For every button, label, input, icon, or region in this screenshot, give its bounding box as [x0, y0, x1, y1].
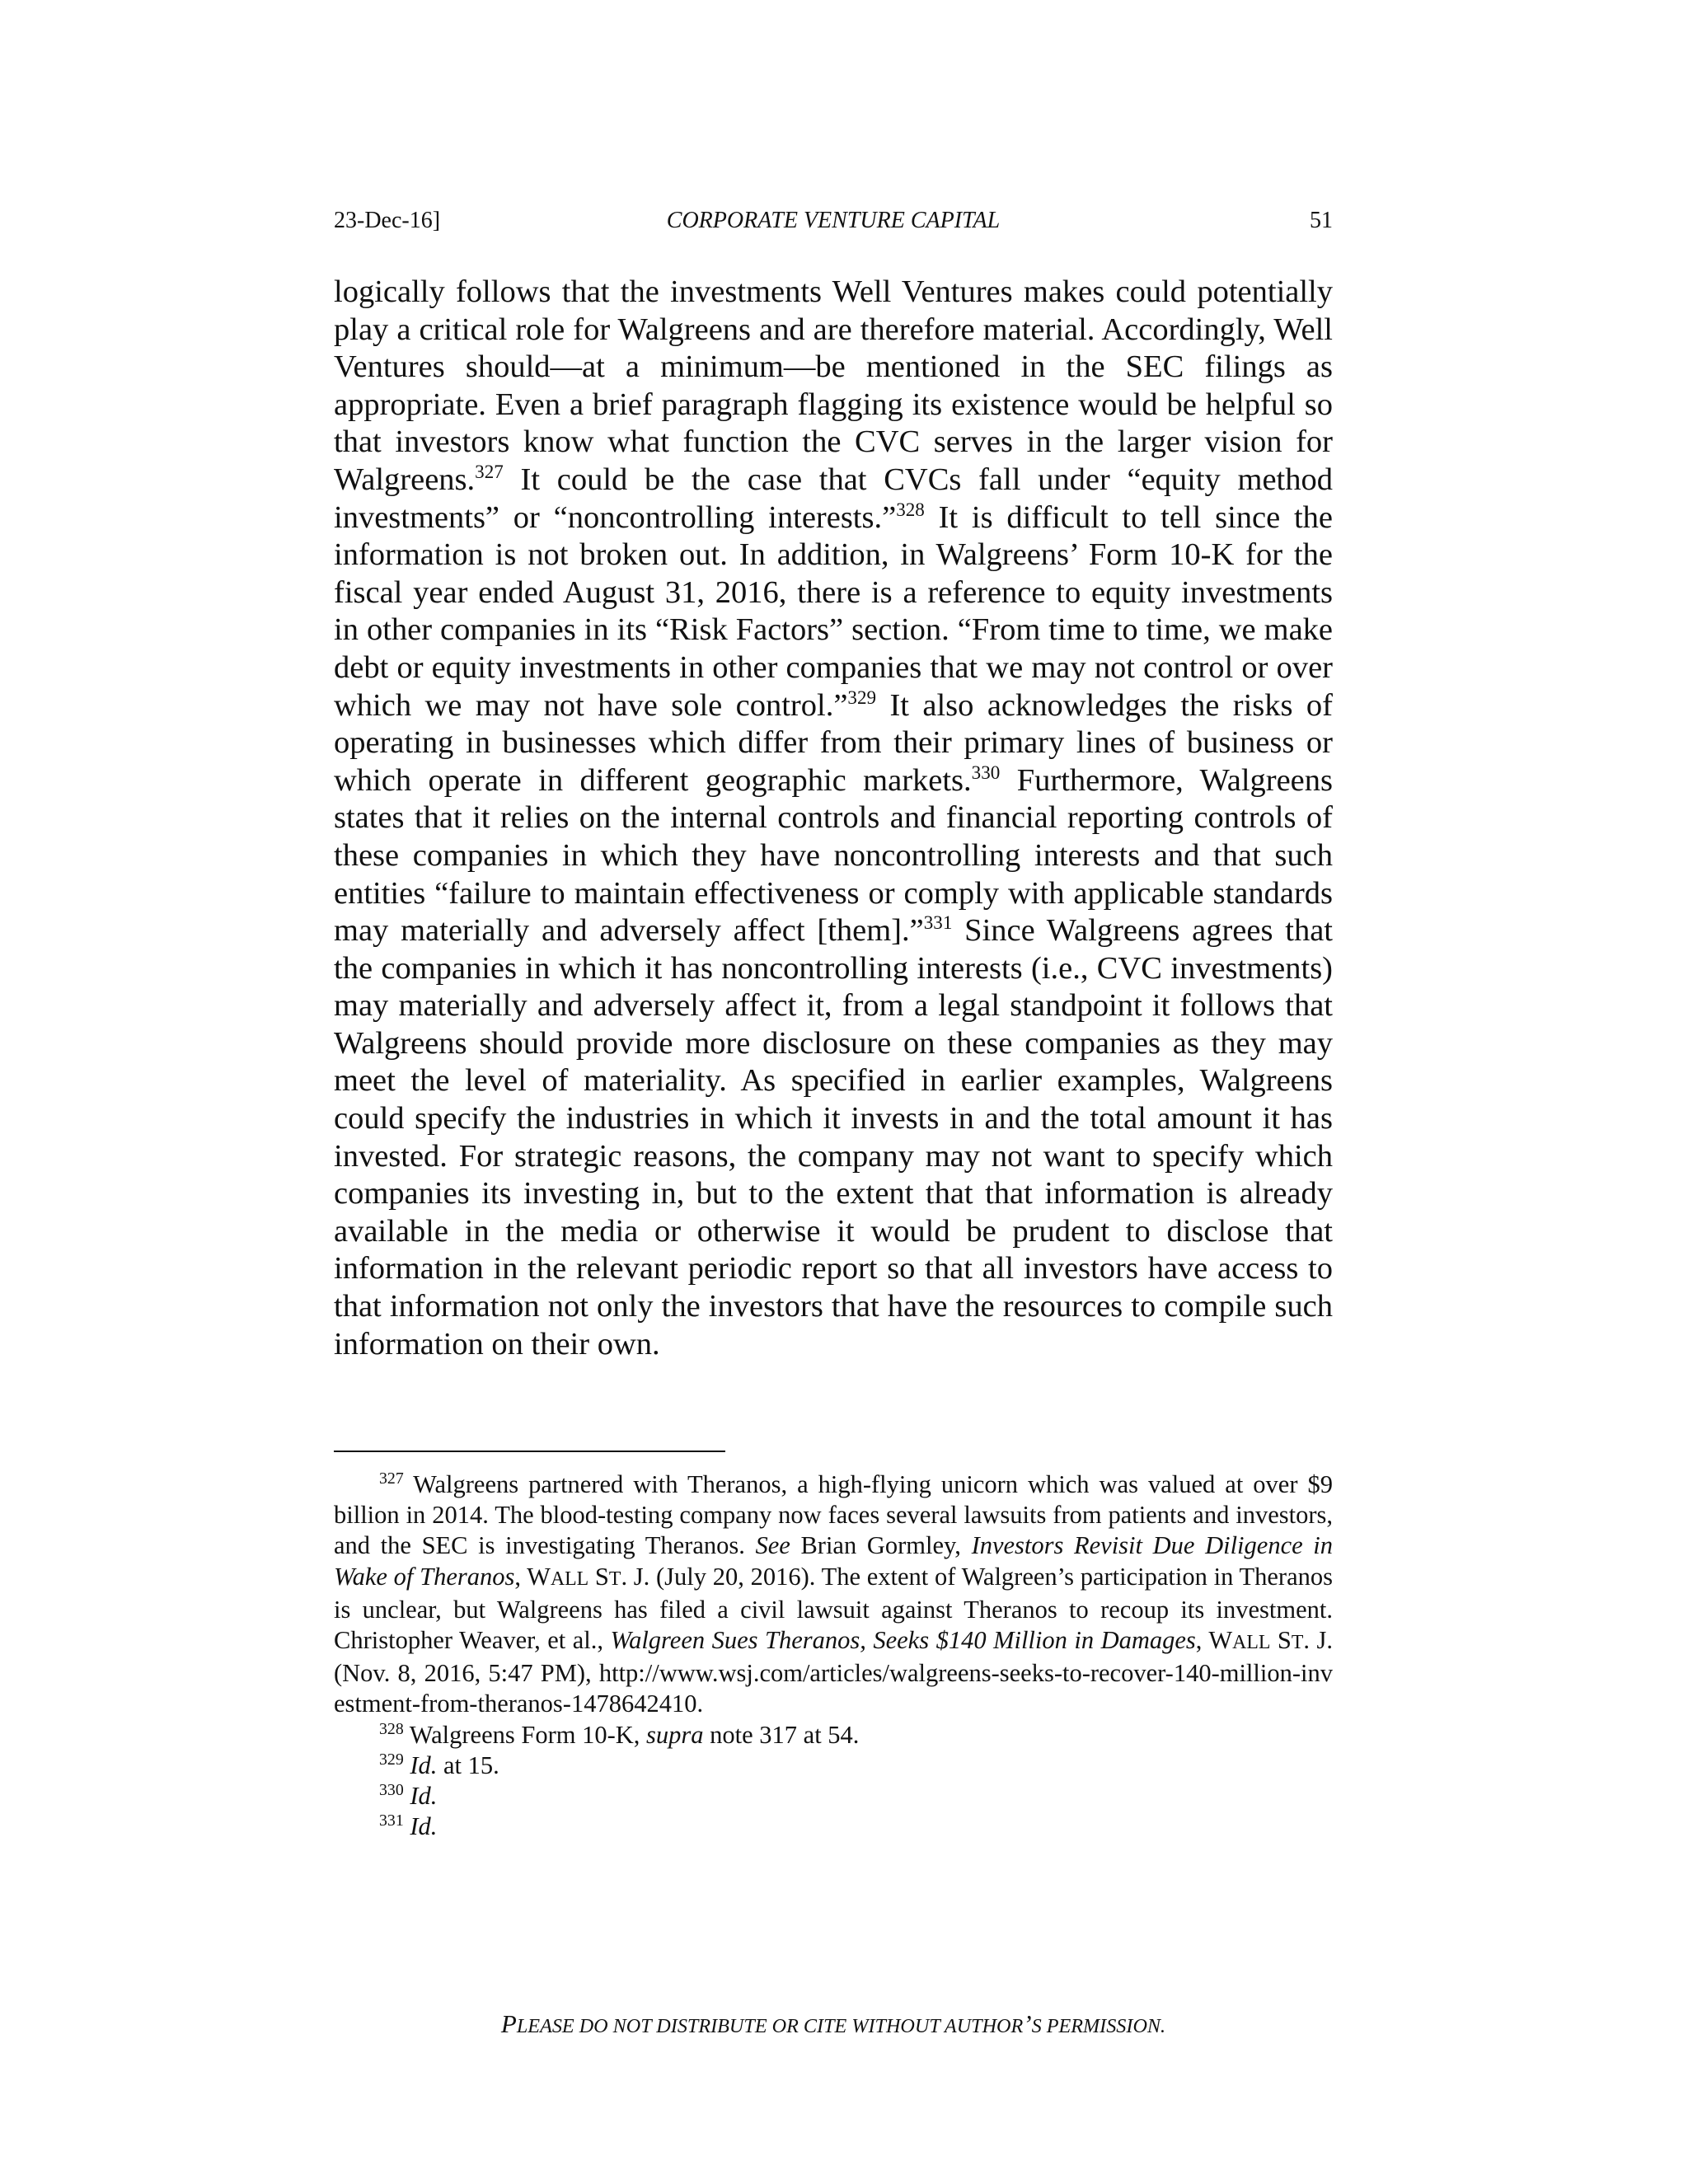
signal-id: Id. [410, 1812, 438, 1841]
journal-smallcaps: T [1291, 1632, 1304, 1654]
footnote-331 [334, 1811, 1333, 1842]
running-header [334, 204, 1333, 237]
footnote-ref-327[interactable]: 327 [475, 461, 504, 483]
footnote-text: Walgreens Form 10-K, [403, 1720, 647, 1749]
footnote-ref-331[interactable]: 331 [923, 912, 953, 934]
footnote-number: 330 [379, 1780, 404, 1799]
footnote-ref-328[interactable]: 328 [896, 498, 925, 520]
footnote-number: 331 [379, 1811, 404, 1830]
footnote-329 [334, 1750, 1333, 1781]
footer-text: PERMISSION. [1041, 2015, 1166, 2037]
footnote-text: . [696, 1690, 704, 1718]
footnote-text: . J. (Nov. 8, 2016, 5:47 PM), [334, 1626, 1333, 1688]
footnote-text: Walgreens partnered with Theranos, a high-flying unicorn which was valued at over $9 billion in 2014. The blood-testing company now faces several lawsuits from patients and investors, and the SEC is investigating Theranos. [334, 1470, 1333, 1560]
footnote-text: at 15. [437, 1750, 499, 1779]
signal-id: Id. [410, 1750, 438, 1779]
body-text-segment: Furthermore, Walgreens states that it relies on the internal controls and financial reporting controls of these companies in which they have noncontrolling interests and that such entities “failure to maintain effectiveness or comply with applicable standards may materially and adversely affect [them].” [334, 762, 1333, 949]
journal-smallcaps: W [527, 1562, 551, 1591]
footer-text: P [500, 2009, 517, 2038]
header-title: CORPORATE VENTURE CAPITAL [666, 208, 1001, 233]
footnote-text: note 317 at 54. [703, 1720, 860, 1749]
footnote-ref-330[interactable]: 330 [971, 761, 1001, 783]
footnote-327 [334, 1469, 1333, 1720]
cited-article-title: Investors Revisit Due Diligence in Wake of Theranos [334, 1531, 1333, 1591]
journal-smallcaps: ALL [1232, 1632, 1271, 1654]
journal-smallcaps: ALL [550, 1568, 589, 1590]
footnote-number: 327 [379, 1469, 404, 1488]
cited-article-title: Walgreen Sues Theranos, Seeks $140 Million in Damages [610, 1626, 1196, 1655]
body-text-segment: Since Walgreens agrees that the companies in which it has noncontrolling interests (i.e., CVC investments) may materially and adversely affect it, from a legal standpoint it follows that Walgreens should provide more disclosure on these companies as they may meet the level of materiality. As specified in earlier examples, Walgreens could specify the industries in which it invests in and the total amount it has invested. For strategic reasons, the company may not want to specify which companies its investing in, but to the extent that that information is already available in the media or otherwise it would be prudent to disclose that information in the relevant periodic report so that all investors have access to that information not only the investors that have the resources to compile such information on their own. [334, 913, 1333, 1361]
journal-smallcaps: S [1270, 1626, 1292, 1655]
footnote-text: , [1195, 1626, 1209, 1655]
footer-text: ’ [1023, 2009, 1032, 2038]
footnote-330 [334, 1781, 1333, 1811]
body-text-segment: logically follows that the investments Well Ventures makes could potentially play a critical role for Walgreens and are therefore material. Accordingly, Well Ventures should—at a minimum—be mentioned in the SEC filings as appropriate. Even a brief paragraph flagging its existence would be helpful so that investors know what function the CVC serves in the larger vision for Walgreens. [334, 274, 1333, 497]
journal-smallcaps: S [588, 1562, 609, 1591]
footer-text: S [1031, 2015, 1042, 2037]
journal-smallcaps: W [1208, 1626, 1233, 1655]
page-footer-notice [334, 2008, 1333, 2043]
citation-url-link[interactable]: http://www.wsj.com/articles/walgreens-seeks-to-recover-140-million-investment-from-theranos-1478642410 [334, 1659, 1333, 1718]
signal-id: Id. [410, 1782, 438, 1811]
body-paragraph [334, 274, 1333, 1363]
journal-smallcaps: T [608, 1568, 621, 1590]
footnote-text: . J. (July 20, 2016). The extent of Walgreen’s participation in Theranos is unclear, but Walgreens has filed a civil lawsuit against Theranos to recoup its investment. Christopher Weaver, et al., [334, 1562, 1333, 1655]
body-text-segment: It could be the case that CVCs fall under “equity method investments” or “noncontrolling interests.” [334, 462, 1333, 535]
footnote-number: 328 [379, 1719, 404, 1738]
body-text-segment: It also acknowledges the risks of operating in businesses which differ from their primary lines of business or which operate in different geographic markets. [334, 687, 1333, 798]
footnote-328 [334, 1720, 1333, 1750]
header-date: 23-Dec-16] [334, 208, 441, 233]
signal-supra: supra [646, 1720, 704, 1749]
footnote-text: , [514, 1562, 528, 1591]
footnote-ref-329[interactable]: 329 [847, 686, 877, 708]
footnote-separator [334, 1451, 725, 1452]
footnote-number: 329 [379, 1750, 404, 1769]
page-number: 51 [1310, 208, 1333, 233]
signal-see: See [755, 1531, 790, 1560]
footer-text: LEASE DO NOT DISTRIBUTE OR CITE WITHOUT AUTHOR [516, 2015, 1024, 2037]
footnote-text: Brian Gormley, [790, 1531, 972, 1560]
footnotes-section [334, 1469, 1333, 1842]
body-text-segment: It is difficult to tell since the information is not broken out. In addition, in Walgreens’ Form 10-K for the fiscal year ended August 31, 2016, there is a reference to equity investments in other companies in its “Risk Factors” section. “From time to time, we make debt or equity investments in other companies that we may not control or over which we may not have sole control.” [334, 499, 1334, 723]
